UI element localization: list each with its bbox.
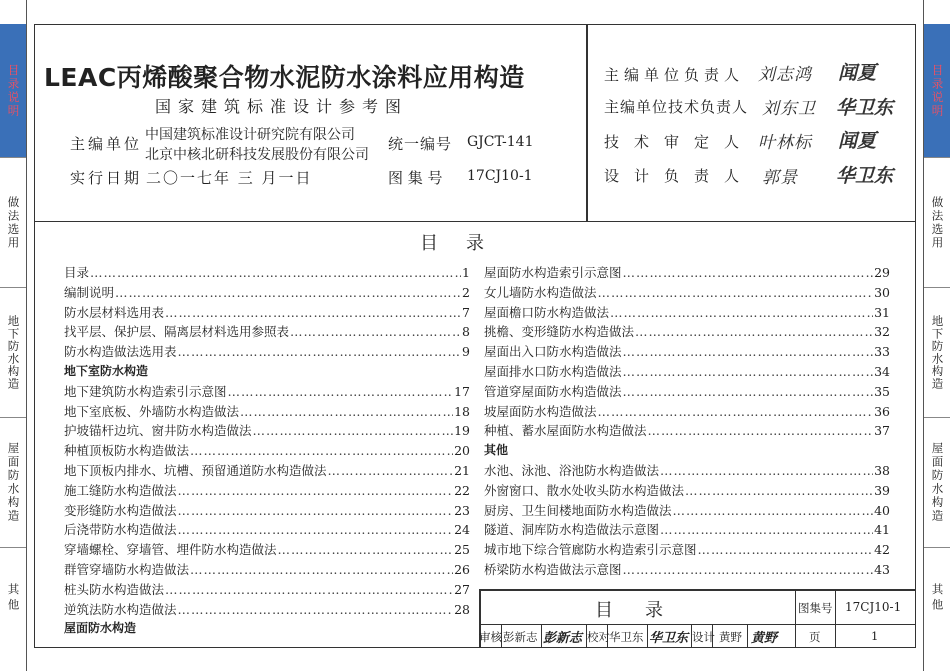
sig-role-2: 主编单位技术负责人 — [604, 98, 749, 116]
tab-left-roof[interactable] — [0, 418, 26, 548]
toc-page-number: 36 — [874, 403, 890, 419]
signature-name-2b: 华卫东 — [836, 97, 894, 119]
toc-page-number: 9 — [462, 344, 470, 360]
tab-left-methods-label: 做法选用 — [6, 195, 21, 250]
toc-leader-dots — [178, 501, 454, 521]
tab-right-methods[interactable] — [924, 158, 950, 288]
toc-entry[interactable] — [484, 520, 890, 540]
toc-entry[interactable] — [484, 461, 890, 481]
toc-entry-title: 屋面出入口防水构造做法 — [484, 344, 622, 360]
tb-design-label: 设计 — [692, 630, 715, 644]
tb-page-number: 1 — [871, 629, 879, 643]
right-side-tabs — [923, 0, 950, 671]
toc-entry-title: 管道穿屋面防水构造做法 — [484, 383, 622, 399]
toc-entry-title: 逆筑法防水构造做法 — [64, 601, 177, 617]
toc-entry-title: 变形缝防水构造做法 — [64, 502, 177, 518]
tb-check-label: 校对 — [587, 630, 610, 644]
toc-leader-dots — [190, 560, 453, 580]
toc-entry[interactable] — [484, 362, 890, 382]
header-frame — [34, 24, 916, 222]
toc-leader-dots — [190, 441, 453, 461]
toc-entry-title: 地下顶板内排水、坑槽、预留通道防水构造做法 — [64, 462, 327, 478]
toc-entry-title: 目录 — [64, 265, 90, 280]
toc-entry[interactable] — [64, 441, 470, 461]
toc-page-number: 25 — [454, 542, 470, 558]
tab-right-catalog[interactable] — [924, 24, 950, 158]
toc-entry-title: 种植、蓄水屋面防水构造做法 — [484, 423, 647, 439]
toc-entry[interactable] — [64, 501, 470, 521]
tab-left-catalog[interactable] — [0, 24, 26, 158]
toc-section-heading — [484, 441, 890, 461]
toc-entry-title: 地下室防水构造 — [64, 363, 149, 378]
tab-right-roof[interactable] — [924, 418, 950, 548]
toc-entry-title: 桥梁防水构造做法示意图 — [484, 561, 622, 577]
tb-review-label: 审核 — [479, 630, 502, 644]
tb-line-v2 — [835, 589, 836, 648]
tb-design-signature: 黄野 — [751, 631, 778, 646]
toc-page-number: 2 — [462, 284, 470, 300]
toc-page-number: 23 — [454, 502, 470, 518]
sig-role-3: 技术审定人 — [604, 133, 755, 151]
toc-entry-title: 坡屋面防水构造做法 — [484, 403, 597, 419]
toc-page-number: 33 — [874, 344, 890, 360]
toc-page-number: 42 — [874, 542, 890, 558]
toc-entry[interactable] — [64, 263, 470, 283]
toc-entry-title: 屋面檐口防水构造做法 — [484, 304, 610, 320]
toc-leader-dots — [598, 402, 874, 422]
unified-label: 统一编号 — [388, 135, 453, 153]
toc-entry[interactable] — [64, 600, 470, 620]
toc-leader-dots — [290, 322, 461, 342]
tab-left-other[interactable] — [0, 548, 26, 648]
tab-left-methods[interactable] — [0, 158, 26, 288]
toc-page-number: 37 — [874, 423, 890, 439]
toc-entry[interactable] — [484, 283, 890, 303]
toc-entry[interactable] — [64, 520, 470, 540]
toc-entry-title: 桩头防水构造做法 — [64, 581, 165, 597]
toc-leader-dots — [660, 520, 873, 540]
toc-section-heading — [64, 619, 470, 639]
toc-entry[interactable] — [64, 580, 470, 600]
toc-leader-dots — [648, 421, 874, 441]
toc-page-number: 43 — [874, 561, 890, 577]
toc-leader-dots — [228, 382, 454, 402]
toc-entry-title: 找平层、保护层、隔离层材料选用参照表 — [64, 324, 290, 340]
toc-page-number: 7 — [462, 304, 470, 320]
tb-check-name: 华卫东 — [609, 630, 644, 644]
toc-page-number: 8 — [462, 324, 470, 340]
tb-review-name: 彭新志 — [503, 630, 538, 644]
toc-entry[interactable] — [484, 342, 890, 362]
editor-unit-2: 北京中核北研科技发展股份有限公司 — [145, 147, 369, 163]
tb-title: 目录 — [595, 600, 695, 621]
toc-entry[interactable] — [484, 540, 890, 560]
toc-entry-title: 外窗窗口、散水处收头防水构造做法 — [484, 482, 685, 498]
signature-name-4a: 郭景 — [762, 168, 798, 188]
toc-entry[interactable] — [64, 303, 470, 323]
toc-leader-dots — [623, 263, 874, 283]
toc-page-number: 28 — [454, 601, 470, 617]
toc-entry[interactable] — [484, 481, 890, 501]
toc-entry-title: 穿墙螺栓、穿墙管、埋件防水构造做法 — [64, 542, 277, 558]
toc-page-number: 20 — [454, 443, 470, 459]
tb-line-v1 — [795, 589, 796, 648]
editor-unit-1: 中国建筑标准设计研究院有限公司 — [145, 127, 355, 143]
signature-name-4b: 华卫东 — [836, 165, 894, 187]
toc-entry-title: 挑檐、变形缝防水构造做法 — [484, 324, 635, 340]
toc-leader-dots — [660, 461, 873, 481]
tab-right-other[interactable] — [924, 548, 950, 648]
toc-page-number: 22 — [454, 482, 470, 498]
tab-left-catalog-label: 目录说明 — [6, 63, 21, 118]
tab-right-underground[interactable] — [924, 288, 950, 418]
toc-entry[interactable] — [484, 560, 890, 580]
toc-leader-dots — [240, 402, 453, 422]
toc-page-number: 35 — [874, 383, 890, 399]
toc-leader-dots — [635, 322, 873, 342]
tab-left-roof-label: 屋面防水构造 — [6, 442, 21, 523]
signature-name-1a: 刘志鸿 — [758, 65, 812, 85]
toc-leader-dots — [698, 540, 874, 560]
toc-page-number: 26 — [454, 561, 470, 577]
toc-entry-title: 地下建筑防水构造索引示意图 — [64, 383, 227, 399]
toc-entry[interactable] — [64, 342, 470, 362]
sig-role-4: 设计负责人 — [604, 167, 755, 185]
tb-review-signature: 彭新志 — [543, 631, 583, 646]
toc-entry-title: 城市地下综合管廊防水构造索引示意图 — [484, 542, 697, 558]
toc-leader-dots — [115, 283, 461, 303]
tab-right-methods-label: 做法选用 — [930, 195, 945, 250]
tb-page-label: 页 — [809, 630, 821, 644]
toc-entry[interactable] — [484, 322, 890, 342]
toc-leader-dots — [178, 600, 454, 620]
toc-page-number: 17 — [454, 383, 470, 399]
atlas-number: 17CJ10-1 — [467, 168, 533, 184]
toc-entry-title: 防水层材料选用表 — [64, 304, 165, 320]
tab-right-underground-label: 地下防水构造 — [930, 315, 945, 390]
tb-line-mid — [479, 624, 916, 625]
toc-leader-dots — [623, 560, 874, 580]
signature-name-1b: 闻夏 — [838, 62, 877, 84]
toc-entry[interactable] — [484, 501, 890, 521]
toc-page-number: 19 — [454, 423, 470, 439]
toc-entry[interactable] — [484, 421, 890, 441]
toc-page-number: 34 — [874, 363, 890, 379]
toc-entry[interactable] — [484, 402, 890, 422]
toc-entry[interactable] — [64, 382, 470, 402]
toc-entry-title: 编制说明 — [64, 284, 115, 300]
toc-entry-title: 水池、泳池、浴池防水构造做法 — [484, 462, 660, 478]
toc-page-number: 1 — [462, 265, 470, 280]
tb-atlas-label: 图集号 — [798, 601, 833, 615]
toc-entry-title: 隧道、洞库防水构造做法示意图 — [484, 522, 660, 538]
tb-sep-5 — [647, 624, 648, 648]
toc-leader-dots — [623, 362, 874, 382]
tb-line-top — [479, 589, 916, 591]
toc-page-number: 21 — [454, 462, 470, 478]
toc-entry-title: 屋面排水口防水构造做法 — [484, 363, 622, 379]
unified-number: GJCT-141 — [467, 134, 534, 150]
toc-entry-title: 屋面防水构造 — [64, 621, 137, 636]
atlas-title: LEAC丙烯酸聚合物水泥防水涂料应用构造 — [44, 63, 525, 92]
toc-entry-title: 群管穿墙防水构造做法 — [64, 561, 190, 577]
toc-leader-dots — [685, 481, 873, 501]
toc-page-number: 41 — [874, 522, 890, 538]
toc-entry-title: 防水构造做法选用表 — [64, 344, 177, 360]
toc-leader-dots — [178, 481, 454, 501]
toc-entry[interactable] — [64, 283, 470, 303]
effective-date: 二〇一七年 三 月一日 — [146, 169, 313, 187]
toc-page-number: 24 — [454, 522, 470, 538]
toc-leader-dots — [598, 283, 874, 303]
tb-atlas-number: 17CJ10-1 — [845, 600, 902, 614]
toc-entry-title: 护坡锚杆边坑、窗井防水构造做法 — [64, 423, 252, 439]
toc-entry[interactable] — [64, 481, 470, 501]
toc-entry[interactable] — [64, 322, 470, 342]
toc-entry[interactable] — [484, 263, 890, 283]
toc-leader-dots — [165, 303, 461, 323]
toc-left-column — [64, 263, 470, 639]
toc-page-number: 30 — [874, 284, 890, 300]
toc-entry[interactable] — [64, 402, 470, 422]
left-side-tabs — [0, 0, 27, 671]
toc-leader-dots — [253, 421, 454, 441]
tb-sep-2 — [541, 624, 542, 648]
tab-right-catalog-label: 目录说明 — [930, 63, 945, 118]
toc-entry[interactable] — [64, 421, 470, 441]
toc-entry[interactable] — [484, 382, 890, 402]
toc-page-number: 39 — [874, 482, 890, 498]
atlas-subtitle: 国家建筑标准设计参考图 — [155, 97, 409, 116]
tb-check-signature: 华卫东 — [649, 631, 689, 646]
toc-leader-dots — [178, 342, 462, 362]
toc-page-number: 32 — [874, 324, 890, 340]
tb-sep-8 — [747, 624, 748, 648]
toc-entry[interactable] — [64, 461, 470, 481]
toc-page-number: 38 — [874, 462, 890, 478]
toc-entry-title: 屋面防水构造索引示意图 — [484, 265, 622, 280]
toc-entry[interactable] — [484, 303, 890, 323]
tb-design-name: 黄野 — [719, 630, 742, 644]
toc-entry-title: 种植顶板防水构造做法 — [64, 443, 190, 459]
tab-left-other-label: 其他 — [6, 582, 21, 614]
title-block — [479, 589, 916, 648]
header-divider — [586, 24, 588, 222]
toc-entry[interactable] — [64, 560, 470, 580]
toc-leader-dots — [610, 303, 873, 323]
toc-leader-dots — [328, 461, 454, 481]
tab-right-roof-label: 屋面防水构造 — [930, 442, 945, 523]
toc-page-number: 40 — [874, 502, 890, 518]
toc-entry-title: 厨房、卫生间楼地面防水构造做法 — [484, 502, 672, 518]
toc-leader-dots — [673, 501, 874, 521]
editor-label: 主编单位 — [70, 135, 143, 153]
toc-leader-dots — [165, 580, 453, 600]
toc-page-number: 31 — [874, 304, 890, 320]
toc-entry[interactable] — [64, 540, 470, 560]
toc-leader-dots — [623, 382, 874, 402]
atlas-no-label: 图 集 号 — [388, 169, 443, 187]
toc-entry-title: 其他 — [484, 443, 509, 458]
signature-name-3b: 闻夏 — [838, 130, 877, 152]
toc-leader-dots — [623, 342, 874, 362]
tab-left-underground[interactable] — [0, 288, 26, 418]
tab-left-underground-label: 地下防水构造 — [6, 315, 21, 390]
toc-entry-title: 女儿墙防水构造做法 — [484, 284, 597, 300]
date-label: 实行日期 — [70, 169, 143, 187]
toc-entry-title: 施工缝防水构造做法 — [64, 482, 177, 498]
toc-page-number: 18 — [454, 403, 470, 419]
signature-name-2a: 刘东卫 — [762, 99, 816, 119]
tab-right-other-label: 其他 — [930, 582, 945, 614]
toc-leader-dots — [178, 520, 454, 540]
toc-section-heading — [64, 362, 470, 382]
toc-right-column — [484, 263, 890, 580]
signature-name-3a: 叶林标 — [758, 133, 812, 153]
sig-role-1: 主编单位负责人 — [604, 66, 745, 84]
toc-entry-title: 后浇带防水构造做法 — [64, 522, 177, 538]
toc-page-number: 29 — [874, 265, 890, 280]
toc-leader-dots — [278, 540, 454, 560]
toc-entry-title: 地下室底板、外墙防水构造做法 — [64, 403, 240, 419]
toc-page-number: 27 — [454, 581, 470, 597]
toc-title: 目录 — [420, 233, 512, 254]
toc-leader-dots — [90, 263, 461, 283]
